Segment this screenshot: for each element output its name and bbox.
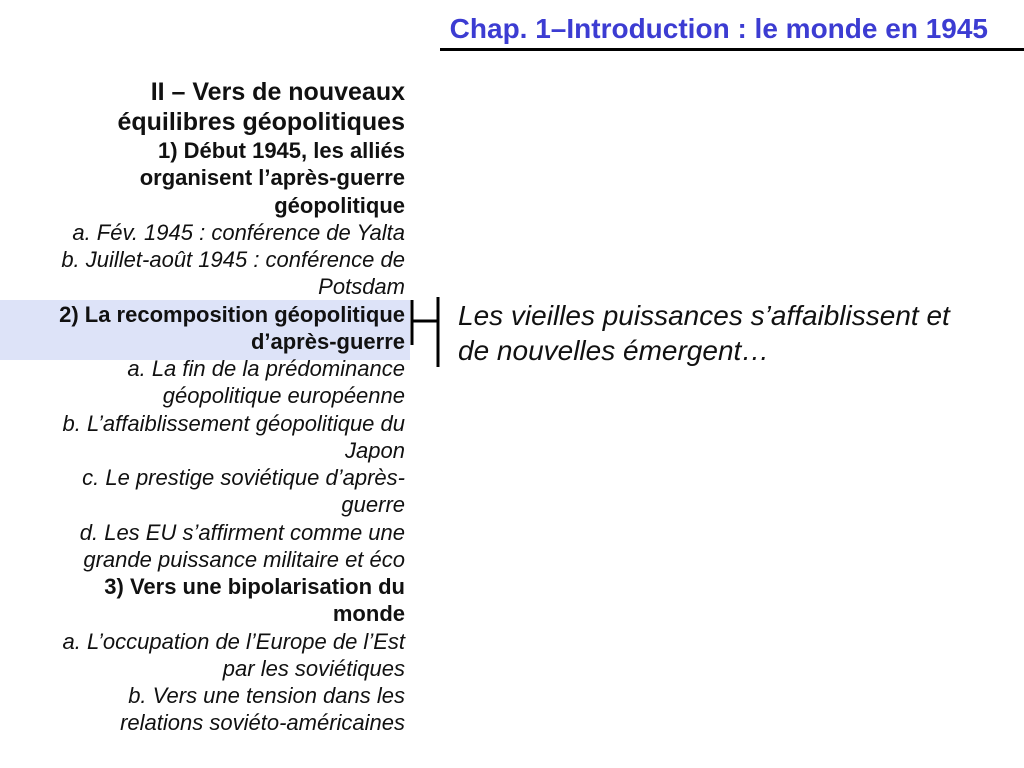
section-1 [0, 137, 410, 301]
part-title-line: équilibres géopolitiques [117, 108, 405, 136]
item-line: guerre [341, 492, 405, 518]
item-line: a. L’occupation de l’Europe de l’Est [62, 628, 405, 654]
section-3 [0, 573, 410, 737]
outline-item-2a [0, 355, 410, 410]
part-title [0, 77, 410, 137]
item-line: d. Les EU s’affirment comme une [79, 519, 405, 545]
current-section-highlight [0, 300, 410, 361]
item-line: relations soviéto-américaines [120, 710, 405, 736]
item-line: c. Le prestige soviétique d’après- [82, 465, 405, 490]
part-title-line: II – Vers de nouveaux [150, 78, 405, 106]
item-line: Japon [345, 437, 405, 463]
section-title-line: organisent l’après-guerre [139, 165, 405, 191]
outline-item-1a [0, 219, 410, 246]
item-line: Potsdam [318, 274, 405, 300]
outline-panel [0, 77, 410, 737]
item-line: a. La fin de la prédominance [127, 356, 405, 381]
outline-item-3a [0, 628, 410, 683]
item-line: grande puissance militaire et éco [83, 546, 405, 572]
section-title-line: 1) Début 1945, les alliés [157, 138, 405, 163]
section-title-line: d’après-guerre [250, 328, 405, 354]
section-title-line: géopolitique [274, 192, 405, 218]
outline-item-2c [0, 464, 410, 519]
callout-text [458, 298, 950, 368]
item-line: b. L’affaiblissement géopolitique du [62, 410, 405, 436]
title-underline [440, 48, 1024, 51]
section-title [0, 137, 410, 219]
item-line: b. Vers une tension dans les [128, 683, 405, 708]
section-title-line: 3) Vers une bipolarisation du [104, 574, 405, 599]
slide-title: Chap. 1–Introduction : le monde en 1945 [449, 13, 988, 44]
section-title-line: 2) La recomposition géopolitique [59, 301, 405, 327]
callout-line: Les vieilles puissances s’affaiblissent et [458, 300, 950, 331]
outline-item-1b [0, 246, 410, 301]
item-line: b. Juillet-août 1945 : conférence de [61, 247, 405, 272]
item-line: a. Fév. 1945 : conférence de Yalta [72, 219, 405, 245]
item-line: par les soviétiques [222, 655, 405, 681]
section-2 [0, 300, 410, 574]
outline-item-2d [0, 519, 410, 574]
bracket-connector [405, 294, 445, 370]
outline-item-2b [0, 410, 410, 465]
callout-line: de nouvelles émergent… [458, 335, 770, 366]
item-line: géopolitique européenne [162, 383, 405, 409]
section-title [0, 573, 410, 628]
outline-item-3b [0, 682, 410, 737]
section-title-line: monde [332, 601, 405, 627]
